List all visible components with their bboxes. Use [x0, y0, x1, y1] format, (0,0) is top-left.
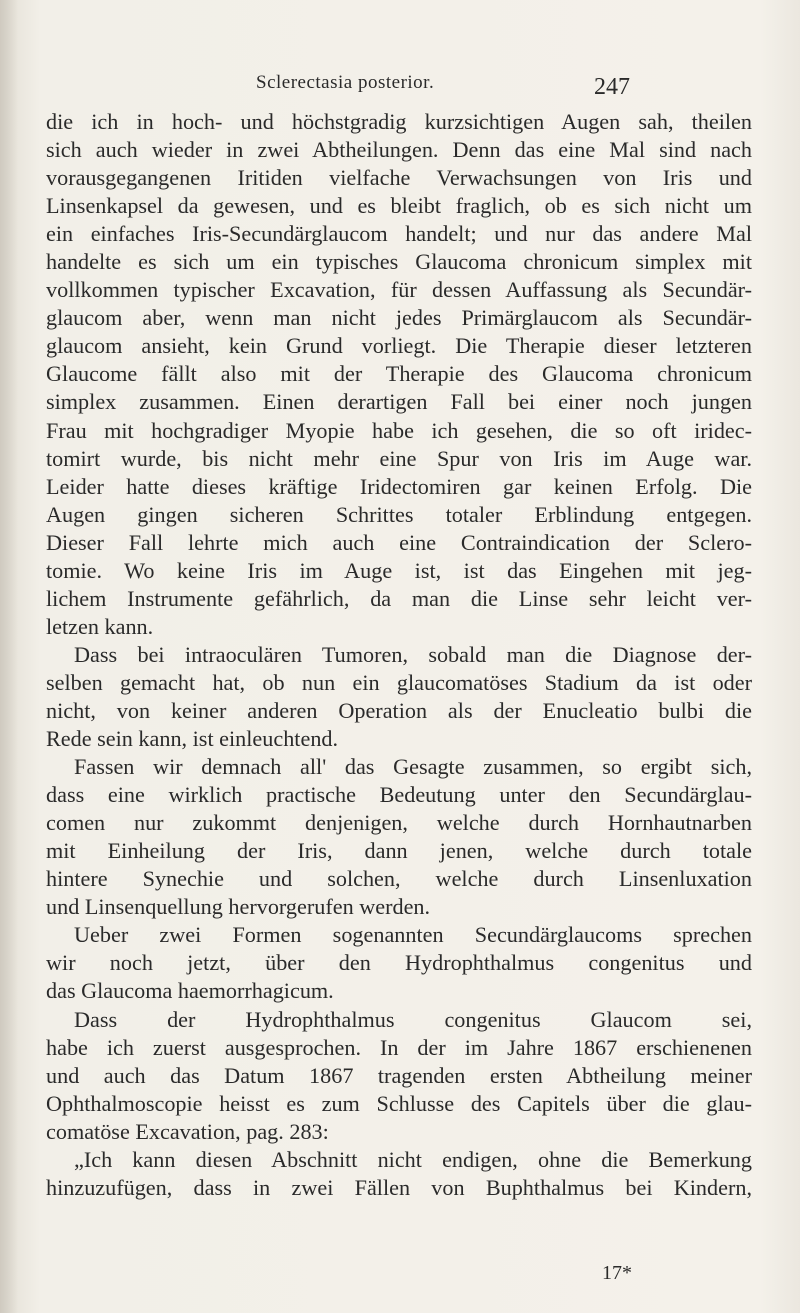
page-number: 247 — [594, 74, 630, 100]
text-line: comatöse Excavation, pag. 283: — [46, 1118, 329, 1144]
text-line: Dass der Hydrophthalmus congenitus Glaucom sei, — [74, 1006, 752, 1032]
text-line: habe ich zuerst ausgesprochen. In der im Jahre 1867 erschienenen — [46, 1034, 752, 1060]
text-line: tomirt wurde, bis nicht mehr eine Spur von Iris im Auge war. — [46, 445, 752, 471]
text-line: Augen gingen sicheren Schrittes totaler Erblindung entgegen. — [46, 501, 752, 527]
text-line: Rede sein kann, ist einleuchtend. — [46, 726, 339, 752]
text-line: tomie. Wo keine Iris im Auge ist, ist das Eingehen mit jeg- — [46, 557, 752, 583]
text-line: Ophthalmoscopie heisst es zum Schlusse des Capitels über die glau- — [46, 1090, 752, 1116]
text-line: Dass bei intraoculären Tumoren, sobald man die Diagnose der- — [74, 641, 752, 667]
text-line: Frau mit hochgradiger Myopie habe ich gesehen, die so oft iridec- — [46, 417, 752, 443]
text-line: comen nur zukommt denjenigen, welche durch Hornhautnarben — [46, 810, 752, 836]
text-line: mit Einheilung der Iris, dann jenen, welche durch totale — [46, 838, 752, 864]
text-line: die ich in hoch- und höchstgradig kurzsichtigen Augen sah, theilen — [46, 109, 752, 134]
running-head: Sclerectasia posterior. — [256, 72, 435, 93]
text-line: vorausgegangenen Iritiden vielfache Verwachsungen von Iris und — [46, 165, 752, 191]
text-line: Dieser Fall lehrte mich auch eine Contraindication der Sclero- — [46, 529, 752, 555]
text-line: vollkommen typischer Excavation, für dessen Auffassung als Secundär- — [46, 277, 752, 303]
text-line: hinzuzufügen, dass in zwei Fällen von Buphthalmus bei Kindern, — [46, 1174, 752, 1200]
page-gutter-shadow — [0, 0, 18, 1313]
page-header — [0, 72, 800, 102]
text-line: lichem Instrumente gefährlich, da man die Linse sehr leicht ver- — [46, 585, 752, 611]
text-line: nicht, von keiner anderen Operation als der Enucleatio bulbi die — [46, 697, 752, 723]
text-line: und auch das Datum 1867 tragenden ersten Abtheilung meiner — [46, 1062, 752, 1088]
text-line: wir noch jetzt, über den Hydrophthalmus congenitus und — [46, 950, 752, 976]
text-line: letzen kann. — [46, 613, 154, 639]
text-line: dass eine wirklich practische Bedeutung unter den Secundärglau- — [46, 782, 752, 808]
text-line: Fassen wir demnach all' das Gesagte zusammen, so ergibt sich, — [74, 754, 752, 780]
text-line: und Linsenquellung hervorgerufen werden. — [46, 894, 431, 920]
text-line: selben gemacht hat, ob nun ein glaucomatöses Stadium da ist oder — [46, 669, 752, 695]
text-line: sich auch wieder in zwei Abtheilungen. Denn das eine Mal sind nach — [46, 137, 752, 163]
text-line: ein einfaches Iris-Secundärglaucom handelt; und nur das andere Mal — [46, 221, 752, 247]
text-line: Ueber zwei Formen sogenannten Secundärglaucoms sprechen — [74, 922, 752, 948]
text-line: handelte es sich um ein typisches Glaucoma chronicum simplex mit — [46, 249, 752, 275]
body-text — [46, 108, 752, 1202]
text-line: Leider hatte dieses kräftige Iridectomiren gar keinen Erfolg. Die — [46, 473, 752, 499]
text-line: simplex zusammen. Einen derartigen Fall bei einer noch jungen — [46, 389, 752, 415]
text-line: glaucom aber, wenn man nicht jedes Primärglaucom als Secundär- — [46, 305, 752, 331]
signature-mark: 17* — [602, 1262, 632, 1284]
text-line: Glaucome fällt also mit der Therapie des Glaucoma chronicum — [46, 361, 752, 387]
text-line: „Ich kann diesen Abschnitt nicht endigen, ohne die Bemerkung — [74, 1146, 752, 1172]
text-line: hintere Synechie und solchen, welche durch Linsenluxation — [46, 866, 752, 892]
text-line: Linsenkapsel da gewesen, und es bleibt fraglich, ob es sich nicht um — [46, 193, 752, 219]
text-line: das Glaucoma haemorrhagicum. — [46, 978, 334, 1004]
text-line: glaucom ansieht, kein Grund vorliegt. Die Therapie dieser letzteren — [46, 333, 752, 359]
